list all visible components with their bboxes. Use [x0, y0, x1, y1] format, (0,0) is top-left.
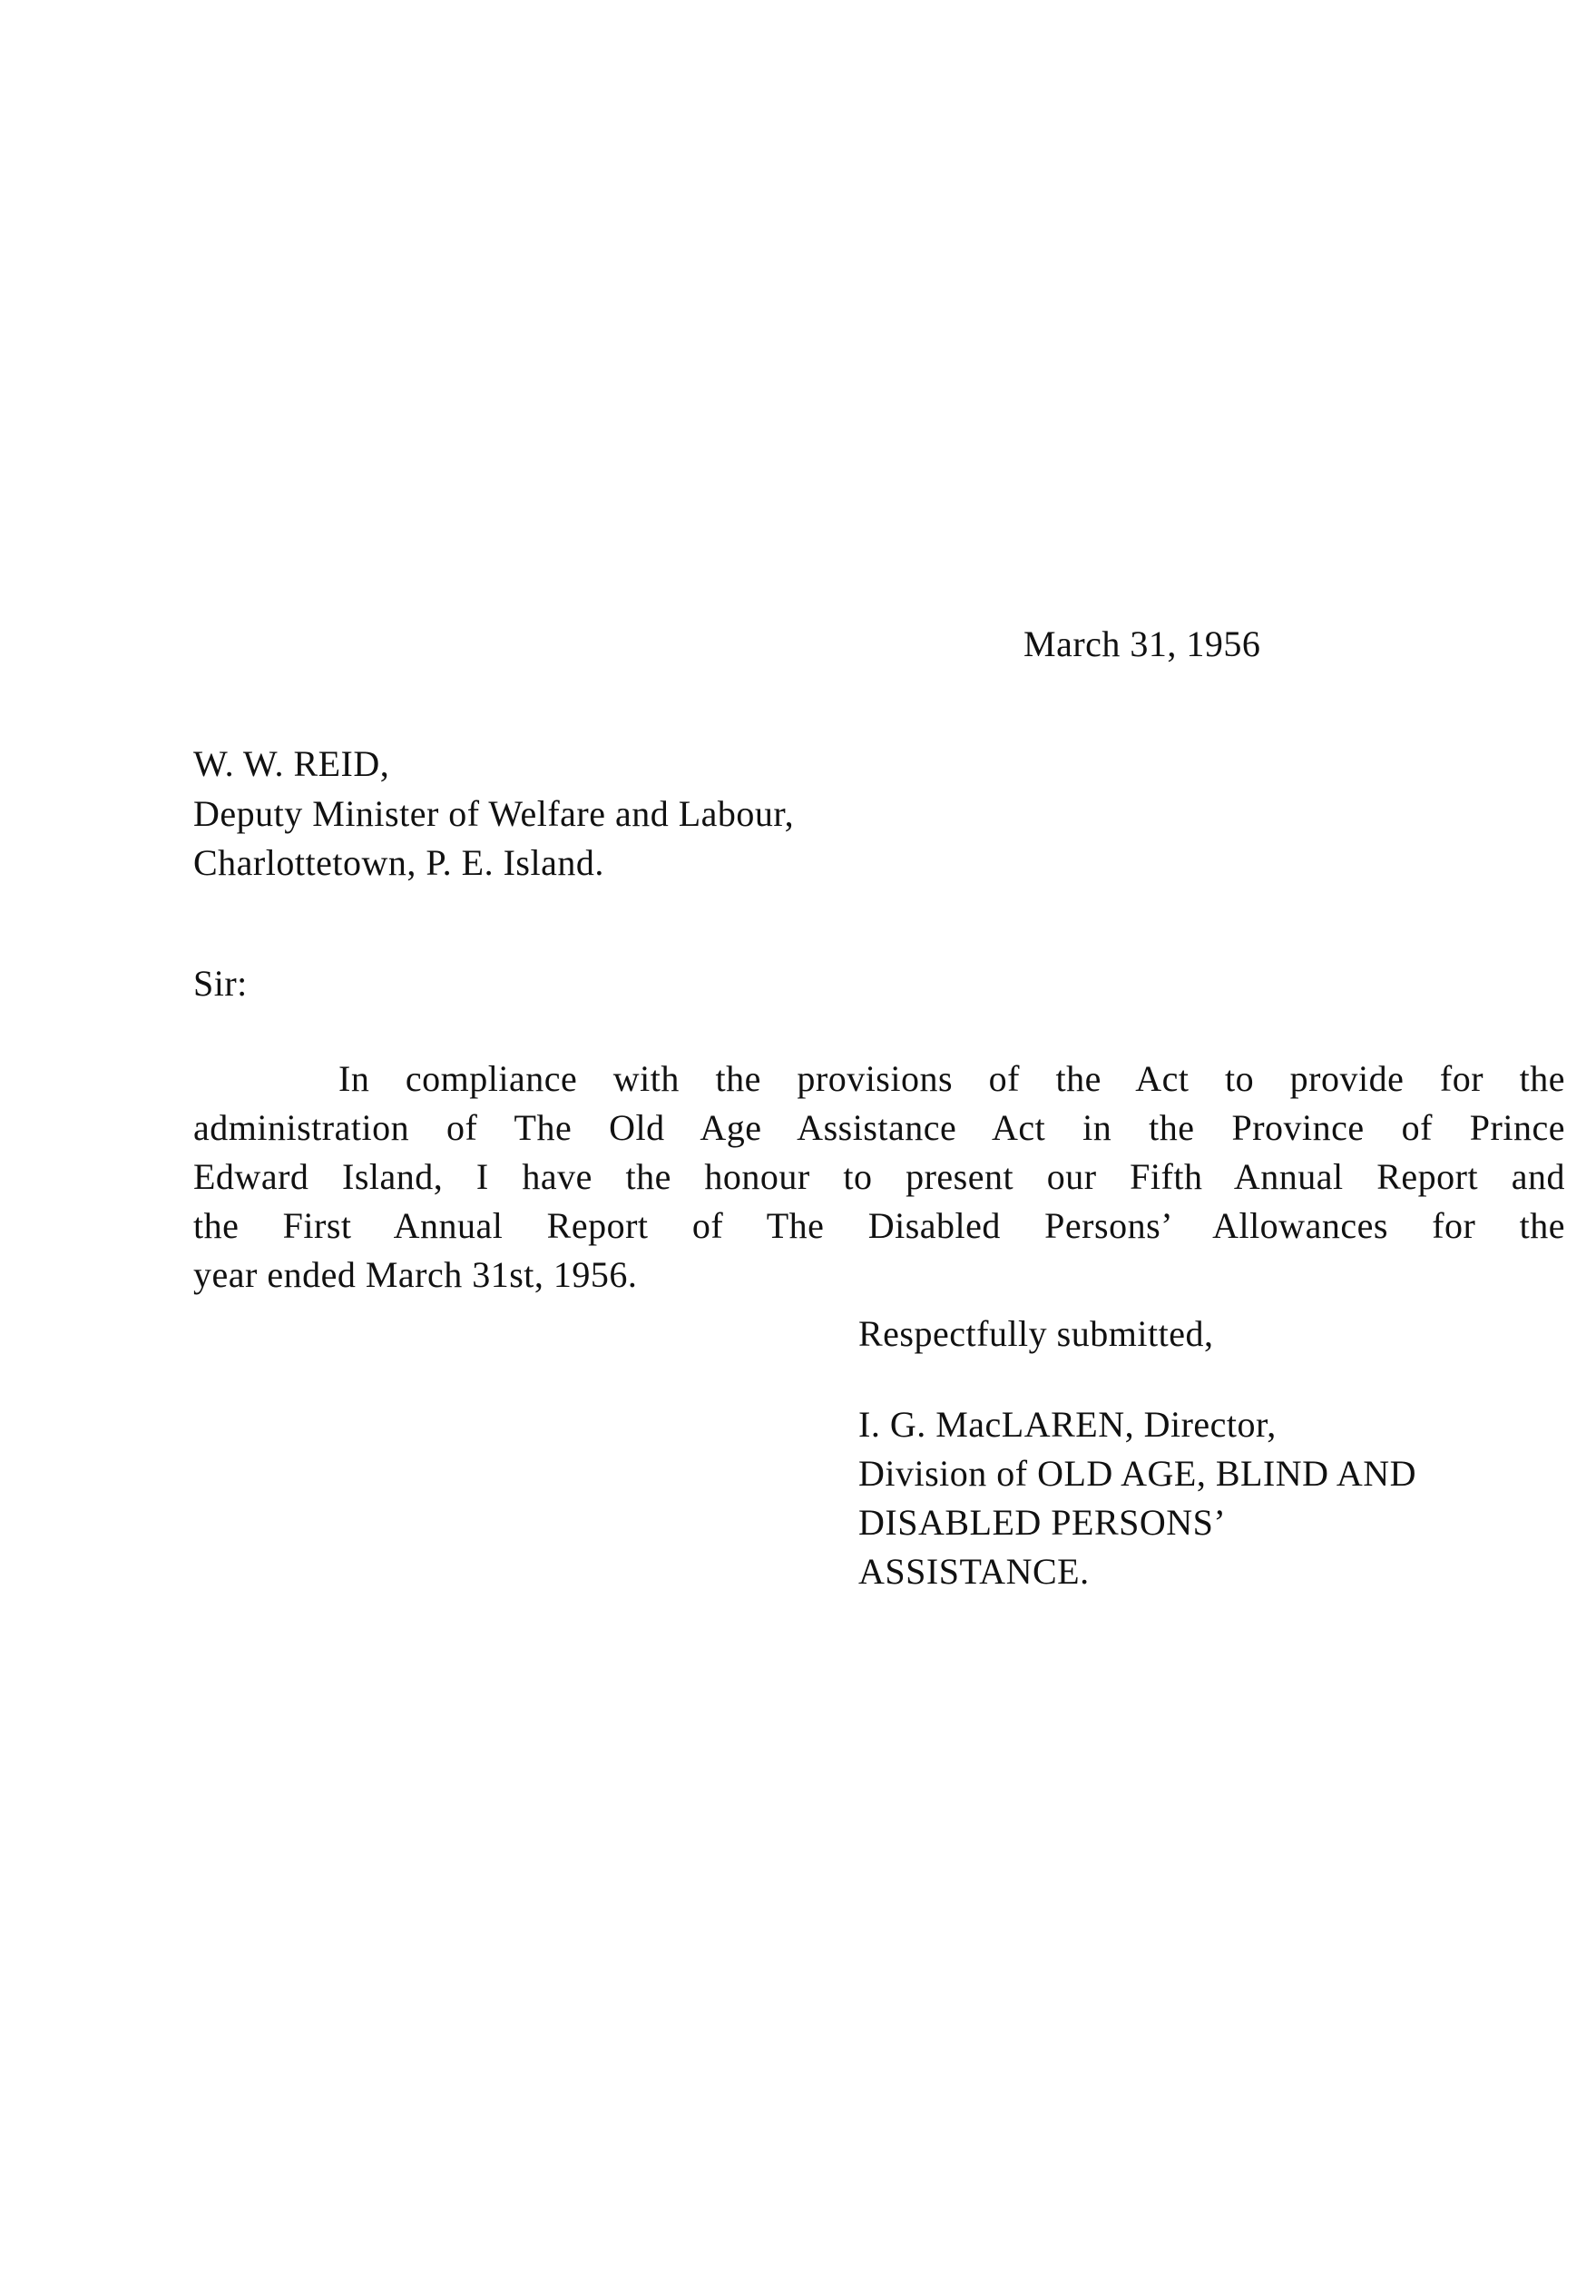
recipient-title: Deputy Minister of Welfare and Labour, [193, 793, 795, 834]
body-line: administration of The Old Age Assistance Act in the Province of Prince [193, 1107, 1565, 1148]
body-line: the First Annual Report of The Disabled Persons’ Allowances for the [193, 1205, 1565, 1246]
recipient-name: W. W. REID, [193, 743, 390, 784]
signature-division-cont: DISABLED PERSONS’ [858, 1502, 1227, 1543]
closing: Respectfully submitted, [858, 1313, 1214, 1354]
body-line: In compliance with the provisions of the Act to provide for the [338, 1058, 1565, 1099]
recipient-location: Charlottetown, P. E. Island. [193, 842, 604, 883]
body-paragraph [193, 1055, 1565, 1251]
body-line: Edward Island, I have the honour to present our Fifth Annual Report and [193, 1156, 1565, 1197]
signature-division: Division of OLD AGE, BLIND AND [858, 1453, 1416, 1494]
body-line-last: year ended March 31st, 1956. [193, 1254, 638, 1295]
letter-date: March 31, 1956 [1023, 623, 1261, 664]
signature-division-end: ASSISTANCE. [858, 1551, 1090, 1592]
salutation: Sir: [193, 963, 248, 1004]
signature-name: I. G. MacLAREN, Director, [858, 1404, 1277, 1445]
